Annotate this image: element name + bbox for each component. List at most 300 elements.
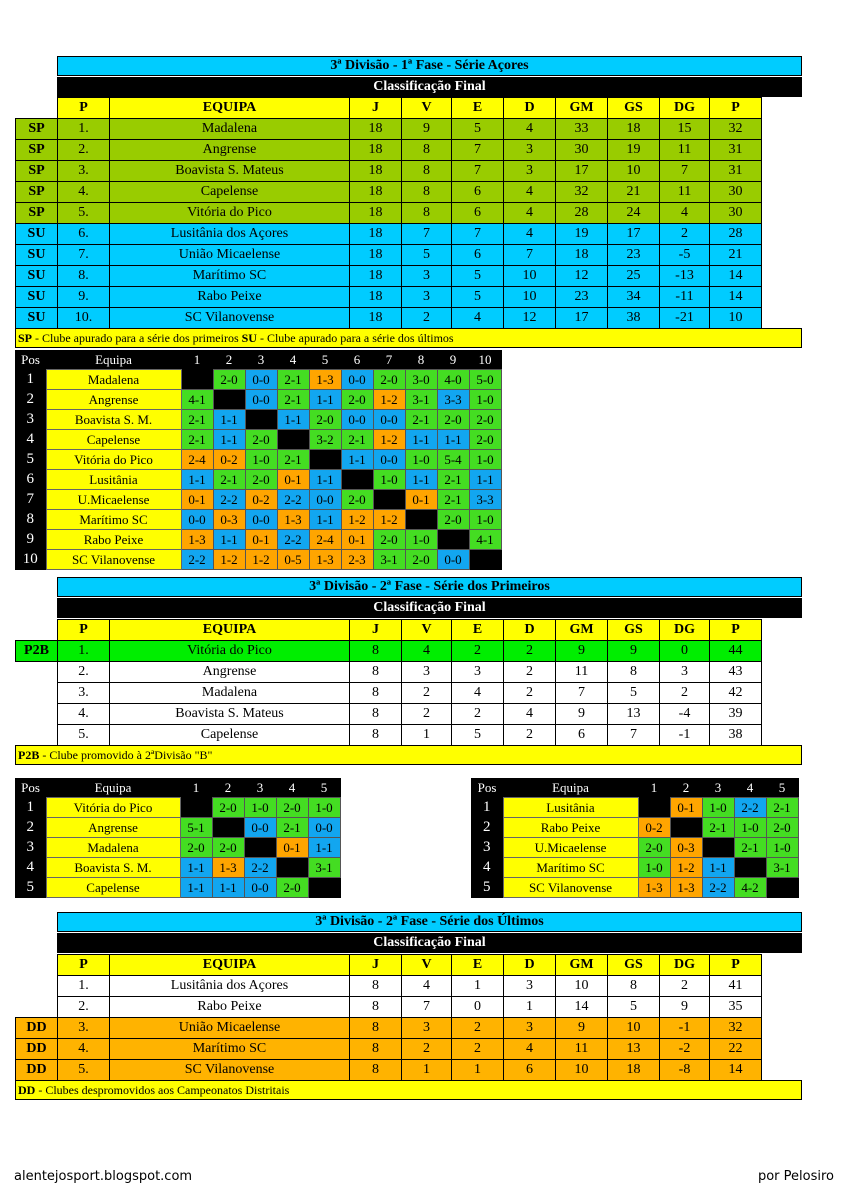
stat-cell: 8	[350, 725, 402, 746]
stat-cell: 0	[660, 641, 710, 662]
col-header: GS	[608, 955, 660, 976]
stat-cell: 8	[350, 976, 402, 997]
score-cell: 1-1	[308, 838, 340, 858]
score-cell: 3-3	[469, 490, 501, 510]
stat-cell: 13	[608, 1039, 660, 1060]
col-number: 2	[212, 778, 244, 798]
s1-title: 3ª Divisão - 1ª Fase - Série Açores	[57, 56, 802, 76]
score-cell: 1-0	[373, 470, 405, 490]
stat-cell: 4	[504, 119, 556, 140]
stat-cell: 38	[608, 308, 660, 329]
table-row	[16, 704, 762, 725]
score-cell: 0-3	[213, 510, 245, 530]
score-cell: 1-2	[213, 550, 245, 570]
stat-cell: 30	[556, 140, 608, 161]
team-name: Lusitânia dos Açores	[110, 224, 350, 245]
stat-cell: 18	[350, 161, 402, 182]
stat-cell: 34	[608, 287, 660, 308]
score-cell: 0-1	[405, 490, 437, 510]
diagonal-cell	[766, 878, 798, 898]
score-cell: 0-0	[437, 550, 469, 570]
col-number: 9	[437, 350, 469, 370]
stat-cell: 4	[660, 203, 710, 224]
diagonal-cell	[734, 858, 766, 878]
score-cell: 2-1	[437, 470, 469, 490]
col-header: GM	[556, 955, 608, 976]
score-cell: 1-1	[309, 390, 341, 410]
team-name: União Micaelense	[110, 1018, 350, 1039]
col-number: 10	[469, 350, 501, 370]
stat-cell: 6	[556, 725, 608, 746]
position-number: 3	[15, 838, 46, 858]
diagonal-cell	[309, 450, 341, 470]
table-row	[16, 224, 762, 245]
team-name: Lusitânia	[46, 470, 181, 490]
s3-title: 3ª Divisão - 2ª Fase - Série dos Últimos	[57, 912, 802, 932]
results-matrix-primeiros	[15, 778, 341, 898]
score-cell: 2-2	[181, 550, 213, 570]
score-cell: 2-0	[213, 370, 245, 390]
score-cell: 3-1	[308, 858, 340, 878]
stat-cell: 4.	[58, 704, 110, 725]
score-cell: 1-1	[212, 878, 244, 898]
score-cell: 2-0	[245, 470, 277, 490]
s1-table	[15, 97, 762, 329]
score-cell: 0-0	[341, 410, 373, 430]
stat-cell: 30	[710, 203, 762, 224]
score-cell: 1-1	[277, 410, 309, 430]
position-number: 5	[15, 878, 46, 898]
col-header: GM	[556, 620, 608, 641]
stat-cell: 3	[660, 662, 710, 683]
stat-cell: 1	[452, 976, 504, 997]
score-cell: 2-3	[341, 550, 373, 570]
stat-cell: 7	[556, 683, 608, 704]
team-name: Boavista S. M.	[46, 858, 180, 878]
status-tag	[16, 683, 58, 704]
score-cell: 0-0	[245, 370, 277, 390]
col-header: GM	[556, 98, 608, 119]
diagonal-cell	[469, 550, 501, 570]
score-cell: 1-3	[181, 530, 213, 550]
score-cell: 0-0	[245, 510, 277, 530]
legend-key: SU	[241, 331, 257, 345]
score-cell: 2-0	[638, 838, 670, 858]
stat-cell: 3	[402, 662, 452, 683]
table-row	[16, 119, 762, 140]
stat-cell: 18	[350, 287, 402, 308]
table-row	[16, 161, 762, 182]
stat-cell: 9	[556, 641, 608, 662]
col-header: J	[350, 98, 402, 119]
s2-title: 3ª Divisão - 2ª Fase - Série dos Primeiros	[57, 577, 802, 597]
team-name: SC Vilanovense	[503, 878, 638, 898]
status-tag	[16, 662, 58, 683]
diagonal-cell	[181, 370, 213, 390]
stat-cell: 8	[350, 1039, 402, 1060]
score-cell: 0-0	[373, 410, 405, 430]
results-matrix-ultimos	[471, 778, 799, 898]
stat-cell: 19	[608, 140, 660, 161]
stat-cell: 8	[350, 1018, 402, 1039]
stat-cell: 2	[660, 683, 710, 704]
team-name: Angrense	[46, 390, 181, 410]
stat-cell: 43	[710, 662, 762, 683]
score-cell: 2-0	[341, 390, 373, 410]
stat-cell: 5	[452, 119, 504, 140]
col-header: E	[452, 955, 504, 976]
stat-cell: 44	[710, 641, 762, 662]
team-name: Boavista S. Mateus	[110, 704, 350, 725]
stat-cell: 30	[710, 182, 762, 203]
matrix-row	[471, 838, 798, 858]
stat-cell: 1	[402, 1060, 452, 1081]
stat-cell: 6	[504, 1060, 556, 1081]
stat-cell: 2	[660, 224, 710, 245]
stat-cell: 4	[504, 1039, 556, 1060]
stat-cell: 4	[504, 224, 556, 245]
stat-cell: 9	[556, 1018, 608, 1039]
diagonal-cell	[245, 410, 277, 430]
team-name: União Micaelense	[110, 245, 350, 266]
pos-header: Pos	[471, 778, 503, 798]
diagonal-cell	[702, 838, 734, 858]
stat-cell: 11	[660, 182, 710, 203]
col-header: E	[452, 620, 504, 641]
table-row	[16, 1039, 762, 1060]
status-tag: SP	[16, 161, 58, 182]
score-cell: 1-0	[405, 530, 437, 550]
stat-cell: 2	[402, 683, 452, 704]
score-cell: 4-1	[181, 390, 213, 410]
score-cell: 2-1	[276, 818, 308, 838]
stat-cell: 2	[402, 704, 452, 725]
team-name: Rabo Peixe	[110, 997, 350, 1018]
stat-cell: 31	[710, 161, 762, 182]
col-header: P	[58, 620, 110, 641]
legend-key: SP	[18, 331, 33, 345]
table-row	[16, 725, 762, 746]
team-name: Boavista S. Mateus	[110, 161, 350, 182]
legend-text: - Clube promovido à 2ªDivisão "B"	[39, 748, 213, 762]
col-number: 3	[244, 778, 276, 798]
stat-cell: 7	[452, 140, 504, 161]
team-name: U.Micaelense	[503, 838, 638, 858]
status-tag	[16, 725, 58, 746]
stat-cell: 8.	[58, 266, 110, 287]
stat-cell: 2	[402, 1039, 452, 1060]
score-cell: 2-0	[180, 838, 212, 858]
legend-key: DD	[18, 1083, 36, 1097]
team-name: Capelense	[110, 182, 350, 203]
team-name: Madalena	[110, 683, 350, 704]
score-cell: 1-1	[469, 470, 501, 490]
score-cell: 0-5	[277, 550, 309, 570]
stat-cell: 3	[402, 287, 452, 308]
position-number: 6	[15, 470, 46, 490]
score-cell: 1-0	[766, 838, 798, 858]
col-header: DG	[660, 955, 710, 976]
team-name: Marítimo SC	[110, 1039, 350, 1060]
score-cell: 0-2	[638, 818, 670, 838]
table-row	[16, 287, 762, 308]
score-cell: 2-0	[245, 430, 277, 450]
score-cell: 1-1	[437, 430, 469, 450]
stat-cell: 31	[710, 140, 762, 161]
stat-cell: 7	[608, 725, 660, 746]
score-cell: 2-1	[213, 470, 245, 490]
matrix-row	[15, 410, 501, 430]
status-tag	[16, 997, 58, 1018]
stat-cell: 14	[556, 997, 608, 1018]
score-cell: 3-1	[766, 858, 798, 878]
table-row	[16, 182, 762, 203]
score-cell: 2-0	[341, 490, 373, 510]
s2-table	[15, 619, 762, 746]
table-row	[16, 976, 762, 997]
stat-cell: 42	[710, 683, 762, 704]
stat-cell: 10	[710, 308, 762, 329]
stat-cell: 32	[710, 119, 762, 140]
stat-cell: 9	[402, 119, 452, 140]
footer-author: por Pelosiro	[757, 1169, 834, 1184]
col-header: GS	[608, 98, 660, 119]
stat-cell: 18	[350, 140, 402, 161]
team-name: Angrense	[110, 662, 350, 683]
stat-cell: 3	[504, 161, 556, 182]
score-cell: 0-1	[277, 470, 309, 490]
score-cell: 2-0	[437, 510, 469, 530]
position-number: 4	[15, 858, 46, 878]
position-number: 4	[15, 430, 46, 450]
stat-cell: 9	[556, 704, 608, 725]
col-header: EQUIPA	[110, 620, 350, 641]
col-number: 6	[341, 350, 373, 370]
team-name: Marítimo SC	[503, 858, 638, 878]
score-cell: 2-0	[276, 878, 308, 898]
score-cell: 1-3	[212, 858, 244, 878]
diagonal-cell	[277, 430, 309, 450]
status-tag: SP	[16, 119, 58, 140]
table-row	[16, 662, 762, 683]
status-tag: DD	[16, 1018, 58, 1039]
stat-cell: 38	[710, 725, 762, 746]
position-number: 7	[15, 490, 46, 510]
matrix-row	[15, 858, 340, 878]
stat-cell: 8	[350, 662, 402, 683]
stat-cell: -4	[660, 704, 710, 725]
status-tag: SU	[16, 245, 58, 266]
score-cell: 1-0	[734, 818, 766, 838]
score-cell: 2-4	[309, 530, 341, 550]
stat-cell: 8	[350, 1060, 402, 1081]
team-name: SC Vilanovense	[110, 308, 350, 329]
score-cell: 2-0	[212, 838, 244, 858]
stat-cell: 8	[350, 704, 402, 725]
stat-cell: 3	[504, 976, 556, 997]
stat-cell: 14	[710, 266, 762, 287]
diagonal-cell	[670, 818, 702, 838]
stat-cell: 12	[556, 266, 608, 287]
score-cell: 3-1	[405, 390, 437, 410]
stat-cell: 35	[710, 997, 762, 1018]
stat-cell: 3.	[58, 683, 110, 704]
score-cell: 2-0	[309, 410, 341, 430]
score-cell: 2-4	[181, 450, 213, 470]
score-cell: 2-2	[244, 858, 276, 878]
table-row	[16, 1018, 762, 1039]
stat-cell: 3	[504, 1018, 556, 1039]
legend-key: P2B	[18, 748, 40, 762]
stat-cell: 10	[556, 976, 608, 997]
stat-cell: 8	[402, 182, 452, 203]
matrix-row	[15, 510, 501, 530]
stat-cell: 5	[452, 266, 504, 287]
matrix-row	[15, 430, 501, 450]
stat-cell: 17	[556, 161, 608, 182]
status-tag: SU	[16, 224, 58, 245]
stat-cell: 10	[556, 1060, 608, 1081]
score-cell: 1-2	[373, 430, 405, 450]
score-cell: 4-2	[734, 878, 766, 898]
col-header: V	[402, 955, 452, 976]
position-number: 2	[15, 818, 46, 838]
stat-cell: 41	[710, 976, 762, 997]
team-name: Lusitânia	[503, 798, 638, 818]
score-cell: 3-1	[373, 550, 405, 570]
stat-cell: 1.	[58, 976, 110, 997]
team-name: Vitória do Pico	[46, 450, 181, 470]
col-number: 3	[702, 778, 734, 798]
stat-cell: 13	[608, 704, 660, 725]
status-tag: SU	[16, 308, 58, 329]
col-header: EQUIPA	[110, 98, 350, 119]
stat-cell: 2	[660, 976, 710, 997]
stat-cell: 8	[350, 641, 402, 662]
position-number: 2	[471, 818, 503, 838]
score-cell: 0-1	[276, 838, 308, 858]
score-cell: 0-2	[245, 490, 277, 510]
score-cell: 1-1	[213, 530, 245, 550]
stat-cell: 3	[452, 662, 504, 683]
stat-cell: -1	[660, 725, 710, 746]
stat-cell: 2.	[58, 140, 110, 161]
score-cell: 1-1	[213, 410, 245, 430]
score-cell: 1-1	[405, 470, 437, 490]
status-tag: SP	[16, 140, 58, 161]
stat-cell: -8	[660, 1060, 710, 1081]
score-cell: 4-0	[437, 370, 469, 390]
s3-standings-table	[15, 954, 762, 1081]
stat-cell: 11	[556, 662, 608, 683]
matrix-row	[471, 818, 798, 838]
stat-cell: 17	[608, 224, 660, 245]
team-name: Angrense	[110, 140, 350, 161]
stat-cell: 4	[402, 641, 452, 662]
stat-cell: 28	[556, 203, 608, 224]
col-header: EQUIPA	[110, 955, 350, 976]
stat-cell: 7	[402, 224, 452, 245]
score-cell: 0-0	[245, 390, 277, 410]
stat-cell: 9	[660, 997, 710, 1018]
matrix-row	[471, 798, 798, 818]
team-name: Capelense	[46, 878, 180, 898]
m2-table	[15, 778, 341, 898]
stat-cell: 18	[350, 224, 402, 245]
team-name: SC Vilanovense	[46, 550, 181, 570]
score-cell: 2-0	[437, 410, 469, 430]
stat-cell: 32	[710, 1018, 762, 1039]
s2-legend	[15, 745, 802, 765]
score-cell: 2-2	[213, 490, 245, 510]
stat-cell: 4.	[58, 182, 110, 203]
stat-cell: 10	[608, 1018, 660, 1039]
stat-cell: 9.	[58, 287, 110, 308]
stat-cell: 7	[402, 997, 452, 1018]
stat-cell: 1	[452, 1060, 504, 1081]
stat-cell: 3	[402, 1018, 452, 1039]
col-number: 5	[766, 778, 798, 798]
team-name: U.Micaelense	[46, 490, 181, 510]
table-row	[16, 203, 762, 224]
stat-cell: 10	[608, 161, 660, 182]
stat-cell: 5	[608, 683, 660, 704]
col-number: 1	[180, 778, 212, 798]
stat-cell: 2	[504, 725, 556, 746]
stat-cell: 21	[608, 182, 660, 203]
stat-cell: 2	[452, 1039, 504, 1060]
stat-cell: 1.	[58, 119, 110, 140]
stat-cell: 18	[350, 203, 402, 224]
diagonal-cell	[244, 838, 276, 858]
col-number: 2	[213, 350, 245, 370]
stat-cell: 24	[608, 203, 660, 224]
stat-cell: 18	[350, 182, 402, 203]
legend-text: - Clube apurado para a série dos últimos	[256, 331, 454, 345]
score-cell: 1-3	[309, 550, 341, 570]
stat-cell: 4	[402, 976, 452, 997]
stat-cell: -1	[660, 1018, 710, 1039]
score-cell: 1-3	[309, 370, 341, 390]
score-cell: 2-2	[277, 490, 309, 510]
col-header: P	[710, 98, 762, 119]
stat-cell: 28	[710, 224, 762, 245]
score-cell: 1-0	[469, 390, 501, 410]
score-cell: 1-1	[405, 430, 437, 450]
table-row	[16, 266, 762, 287]
diagonal-cell	[638, 798, 670, 818]
score-cell: 2-2	[734, 798, 766, 818]
status-tag: SU	[16, 287, 58, 308]
position-number: 8	[15, 510, 46, 530]
stat-cell: 9	[608, 641, 660, 662]
stat-cell: 2	[504, 662, 556, 683]
stat-cell: 2	[504, 683, 556, 704]
score-cell: 1-2	[341, 510, 373, 530]
stat-cell: 8	[402, 203, 452, 224]
status-tag: SP	[16, 203, 58, 224]
col-header: GS	[608, 620, 660, 641]
stat-cell: 2	[402, 308, 452, 329]
stat-cell: -11	[660, 287, 710, 308]
matrix-row	[15, 490, 501, 510]
matrix-row	[15, 878, 340, 898]
score-cell: 1-1	[180, 878, 212, 898]
team-name: Madalena	[46, 838, 180, 858]
col-header: D	[504, 955, 556, 976]
team-name: Marítimo SC	[110, 266, 350, 287]
score-cell: 1-0	[308, 798, 340, 818]
